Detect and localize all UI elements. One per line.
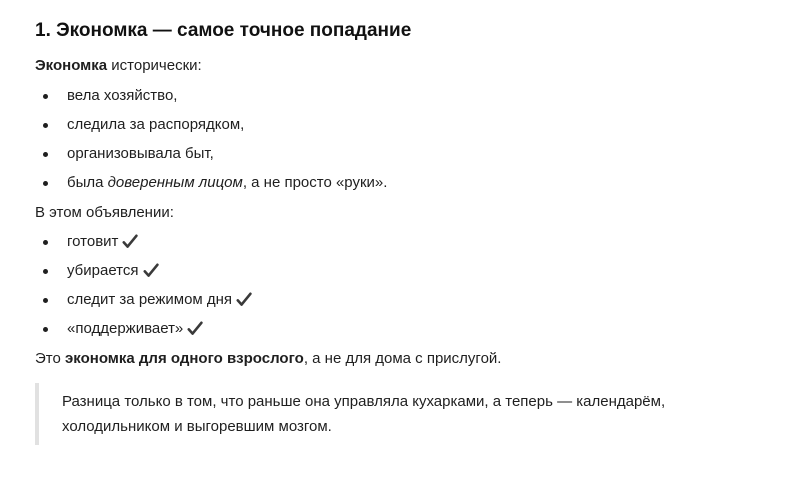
conclusion-after: , а не для дома с прислугой. [303,350,502,367]
bullet-icon [43,327,48,332]
conclusion-before: Это [35,350,65,367]
list-item-text: готовит [67,233,119,250]
list-item-text: следила за распорядком, [67,116,245,133]
list-item [35,290,775,310]
section-label: В этом объявлении: [35,204,174,221]
list-item-italic-phrase: доверенным лицом [107,174,243,191]
intro-bold-term: Экономка [35,57,108,74]
conclusion-bold-phrase: экономка для одного взрослого [65,350,304,367]
historical-duties-list [35,86,775,193]
check-mark-icon [187,321,203,336]
bullet-icon [43,123,48,128]
check-mark-icon [236,292,252,307]
list-item [35,86,775,106]
ad-duties-list [35,232,775,339]
list-item-text: вела хозяйство, [67,87,178,104]
check-mark-icon [143,263,159,278]
list-item-text-before: была [67,174,108,191]
bullet-icon [43,152,48,157]
list-item [35,115,775,135]
intro-paragraph [35,56,775,76]
list-item [35,232,775,252]
check-mark-icon [122,234,138,249]
section-heading: 1. Экономка — самое точное попадание [35,20,412,41]
list-item-text: следит за режимом дня [67,291,233,308]
quote-block [35,383,775,445]
list-item [35,261,775,281]
conclusion-paragraph [35,349,775,369]
bullet-icon [43,298,48,303]
list-item [35,144,775,164]
quote-line-2: холодильником и выгоревшим мозгом. [62,418,332,435]
list-item-text-after: , а не просто «руки». [242,174,388,191]
intro-rest: исторически: [107,57,202,74]
list-item [35,173,775,193]
quote-line-1: Разница только в том, что раньше она управляла кухарками, а теперь — календарём, [62,393,666,410]
list-item-text: организовывала быт, [67,145,214,162]
bullet-icon [43,181,48,186]
bullet-icon [43,269,48,274]
list-item [35,319,775,339]
list-item-text: убирается [67,262,139,279]
article-content [35,18,775,445]
list-item-text: «поддерживает» [67,320,184,337]
bullet-icon [43,240,48,245]
bullet-icon [43,94,48,99]
